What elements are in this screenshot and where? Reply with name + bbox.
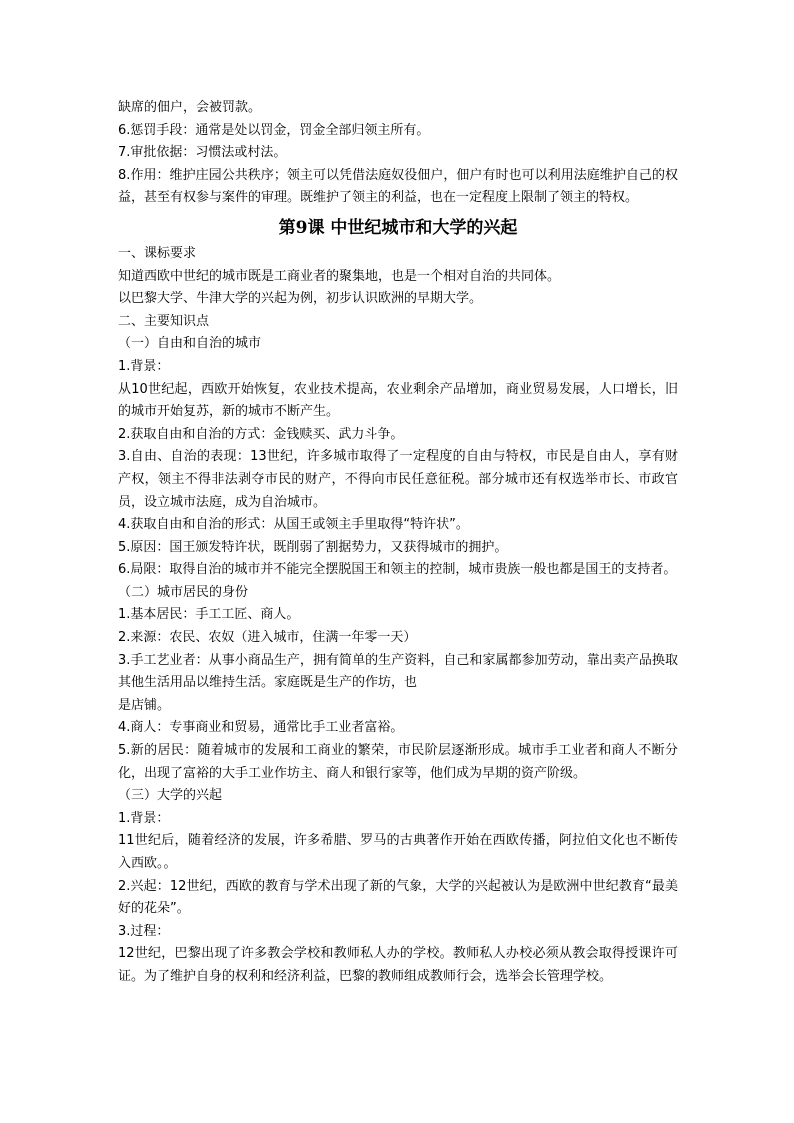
paragraph: 8.作用：维护庄园公共秩序；领主可以凭借法庭奴役佃户，佃户有时也可以利用法庭维护自己的权益，甚至有权参与案件的审理。既维护了领主的利益，也在一定程度上限制了领主的特权。 xyxy=(118,167,678,206)
paragraph: 12世纪，巴黎出现了许多教会学校和教师私人办的学校。教师私人办校必须从教会取得授课许可证。为了维护自身的权利和经济利益，巴黎的教师组成教师行会，选举会长管理学校。 xyxy=(118,946,678,984)
paragraph: 缺席的佃户，会被罚款。 xyxy=(118,100,262,115)
paragraph: 3.过程： xyxy=(118,923,170,939)
paragraph: 11世纪后，随着经济的发展，许多希腊、罗马的古典著作开始在西欧传播，阿拉伯文化也不断传入西欧。。 xyxy=(118,833,678,871)
paragraph: 2.获取自由和自治的方式：金钱赎买、武力斗争。 xyxy=(118,426,404,442)
paragraph: 1.背景： xyxy=(118,358,170,374)
paragraph: 1.基本居民：手工工匠、商人。 xyxy=(118,607,300,623)
paragraph: 知道西欧中世纪的城市既是工商业者的聚集地，也是一个相对自治的共同体。 xyxy=(118,268,561,284)
lesson-title: 第9课 中世纪城市和大学的兴起 xyxy=(278,217,518,238)
paragraph: 5.新的居民：随着城市的发展和工商业的繁荣，市民阶层逐渐形成。城市手工业者和商人不断分化，出现了富裕的大手工业作坊主、商人和银行家等，他们成为早期的资产阶级。 xyxy=(118,743,678,781)
paragraph: 2.来源：农民、农奴（进入城市，住满一年零一天） xyxy=(118,630,417,646)
paragraph: 5.原因：国王颁发特许状，既削弱了割据势力，又获得城市的拥护。 xyxy=(118,539,508,555)
paragraph: 6.局限：取得自治的城市并不能完全摆脱国王和领主的控制，城市贵族一般也都是国王的支持者。 xyxy=(118,562,677,578)
paragraph: 以巴黎大学、牛津大学的兴起为例，初步认识欧洲的早期大学。 xyxy=(118,291,483,307)
paragraph: 是店铺。 xyxy=(118,697,171,713)
paragraph: 1.背景： xyxy=(118,810,170,826)
paragraph: 2.兴起：12世纪，西欧的教育与学术出现了新的气象，大学的兴起被认为是欧洲中世纪教育“最美好的花朵”。 xyxy=(118,878,678,917)
subsection-heading: （一）自由和自治的城市 xyxy=(118,336,262,352)
paragraph: 4.商人：专事商业和贸易，通常比手工业者富裕。 xyxy=(118,720,404,736)
paragraph: 6.惩罚手段：通常是处以罚金，罚金全部归领主所有。 xyxy=(118,122,430,138)
paragraph: 从10世纪起，西欧开始恢复，农业技术提高，农业剩余产品增加，商业贸易发展，人口增长，旧的城市开始复苏，新的城市不断产生。 xyxy=(118,381,678,420)
paragraph: 4.获取自由和自治的形式：从国王或领主手里取得“特许状”。 xyxy=(118,517,469,533)
subsection-heading: （二）城市居民的身份 xyxy=(118,584,249,600)
paragraph: 3.自由、自治的表现：13世纪，许多城市取得了一定程度的自由与特权，市民是自由人，享有财产权，领主不得非法剥夺市民的财产，不得向市民任意征税。部分城市还有权选举市长、市政官员，设立城市法庭，成为自治城市。 xyxy=(118,449,678,510)
paragraph: 7.审批依据：习惯法或村法。 xyxy=(118,145,287,161)
document-page xyxy=(118,97,678,989)
paragraph: 3.手工艺业者：从事小商品生产，拥有简单的生产资料，自己和家属都参加劳动，靠出卖产品换取其他生活用品以维持生活。家庭既是生产的作坊，也 xyxy=(118,652,678,691)
section-heading: 一、课标要求 xyxy=(118,245,197,261)
subsection-heading: （三）大学的兴起 xyxy=(118,788,223,804)
section-heading: 二、主要知识点 xyxy=(118,313,210,329)
